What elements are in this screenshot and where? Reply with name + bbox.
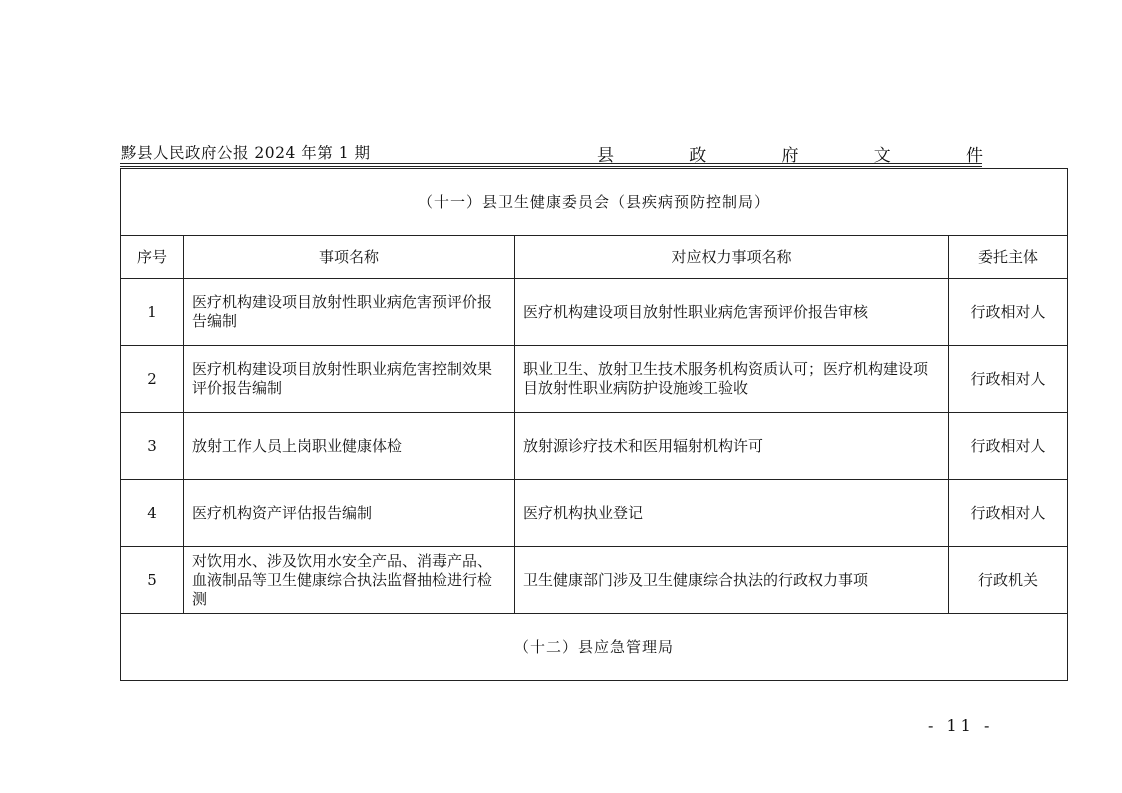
row-number: 2	[121, 346, 184, 413]
row-number: 1	[121, 279, 184, 346]
row-power-name: 卫生健康部门涉及卫生健康综合执法的行政权力事项	[515, 547, 949, 614]
table-row	[121, 413, 1068, 480]
row-subject: 行政相对人	[949, 346, 1068, 413]
row-power-name: 职业卫生、放射卫生技术服务机构资质认可；医疗机构建设项目放射性职业病防护设施竣工验收	[515, 346, 949, 413]
category-char: 县	[597, 146, 614, 166]
row-power-name: 医疗机构执业登记	[515, 480, 949, 547]
row-item-name: 医疗机构建设项目放射性职业病危害控制效果评价报告编制	[184, 346, 515, 413]
delegation-table	[120, 168, 1068, 681]
page-number: - 11 -	[928, 716, 994, 735]
row-number: 5	[121, 547, 184, 614]
section-11-row	[121, 169, 1068, 236]
row-number: 4	[121, 480, 184, 547]
section-12-title: （十二）县应急管理局	[121, 614, 1068, 681]
column-header-row	[121, 236, 1068, 279]
row-item-name: 医疗机构建设项目放射性职业病危害预评价报告编制	[184, 279, 515, 346]
table-row	[121, 279, 1068, 346]
row-power-name: 医疗机构建设项目放射性职业病危害预评价报告审核	[515, 279, 949, 346]
section-11-title: （十一）县卫生健康委员会（县疾病预防控制局）	[121, 169, 1068, 236]
row-number: 3	[121, 413, 184, 480]
category-char: 件	[966, 146, 983, 166]
row-power-name: 放射源诊疗技术和医用辐射机构许可	[515, 413, 949, 480]
column-header-subject: 委托主体	[949, 236, 1068, 279]
section-12-row	[121, 614, 1068, 681]
header-rule-secondary	[120, 166, 982, 167]
row-subject: 行政机关	[949, 547, 1068, 614]
column-header-power: 对应权力事项名称	[515, 236, 949, 279]
header-rule	[120, 163, 982, 164]
table-row	[121, 346, 1068, 413]
row-item-name: 医疗机构资产评估报告编制	[184, 480, 515, 547]
category-char: 政	[689, 146, 707, 166]
row-subject: 行政相对人	[949, 279, 1068, 346]
category-char: 文	[873, 146, 891, 166]
row-subject: 行政相对人	[949, 480, 1068, 547]
row-item-name: 放射工作人员上岗职业健康体检	[184, 413, 515, 480]
table-row	[121, 480, 1068, 547]
row-item-name: 对饮用水、涉及饮用水安全产品、消毒产品、血液制品等卫生健康综合执法监督抽检进行检测	[184, 547, 515, 614]
table-row	[121, 547, 1068, 614]
category-char: 府	[781, 146, 799, 166]
bulletin-issue-title: 黟县人民政府公报 2024 年第 1 期	[121, 144, 371, 162]
column-header-item: 事项名称	[184, 236, 515, 279]
column-header-no: 序号	[121, 236, 184, 279]
row-subject: 行政相对人	[949, 413, 1068, 480]
